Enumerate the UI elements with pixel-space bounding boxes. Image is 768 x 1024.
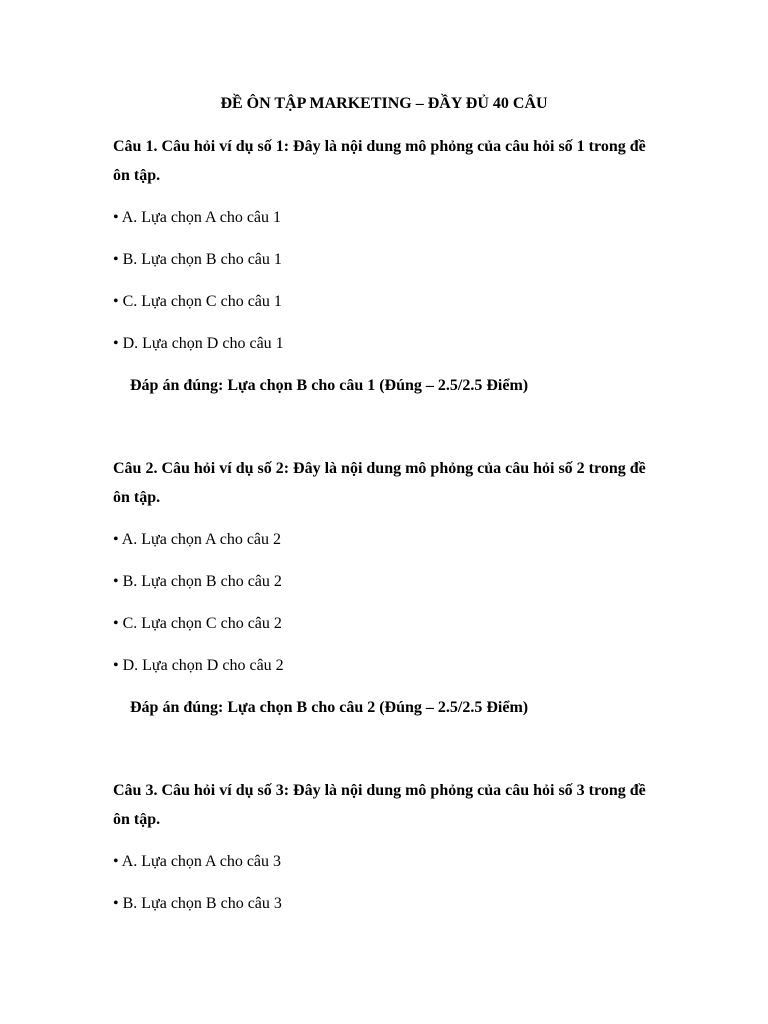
correct-answer: Đáp án đúng: Lựa chọn B cho câu 2 (Đúng – 2.5/2.5 Điểm) (130, 699, 529, 716)
question-block (113, 776, 653, 915)
option-item: • C. Lựa chọn C cho câu 2 (113, 615, 282, 632)
question-text: Câu 1. Câu hỏi ví dụ số 1: Đây là nội dung mô phỏng của câu hỏi số 1 trong đề ôn tập. (113, 138, 646, 184)
option-item: • A. Lựa chọn A cho câu 1 (113, 209, 282, 226)
option-item: • A. Lựa chọn A cho câu 3 (113, 853, 282, 870)
document-title: ĐỀ ÔN TẬP MARKETING – ĐẦY ĐỦ 40 CÂU (220, 95, 548, 112)
option-list (113, 851, 653, 915)
question-block (113, 132, 653, 397)
option-item: • B. Lựa chọn B cho câu 2 (113, 573, 282, 590)
option-item: • D. Lựa chọn D cho câu 1 (113, 335, 284, 352)
option-item: • B. Lựa chọn B cho câu 1 (113, 251, 282, 268)
option-list (113, 207, 653, 355)
option-list (113, 529, 653, 677)
option-item: • D. Lựa chọn D cho câu 2 (113, 657, 284, 674)
question-block (113, 454, 653, 719)
option-item: • C. Lựa chọn C cho câu 1 (113, 293, 282, 310)
option-item: • A. Lựa chọn A cho câu 2 (113, 531, 282, 548)
question-text: Câu 3. Câu hỏi ví dụ số 3: Đây là nội dung mô phỏng của câu hỏi số 3 trong đề ôn tập. (113, 782, 646, 828)
correct-answer: Đáp án đúng: Lựa chọn B cho câu 1 (Đúng – 2.5/2.5 Điểm) (130, 377, 529, 394)
option-item: • B. Lựa chọn B cho câu 3 (113, 895, 282, 912)
question-text: Câu 2. Câu hỏi ví dụ số 2: Đây là nội dung mô phỏng của câu hỏi số 2 trong đề ôn tập. (113, 460, 646, 506)
